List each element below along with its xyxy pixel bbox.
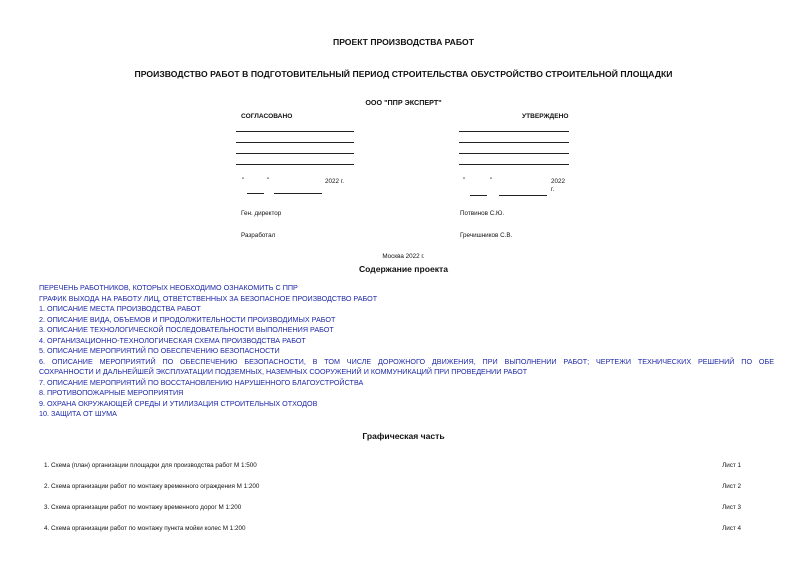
organization-name: ООО "ППР ЭКСПЕРТ" <box>365 98 442 107</box>
agreed-date-month-line <box>274 193 322 194</box>
approved-signature-line-1 <box>459 131 569 132</box>
graphics-row <box>44 525 741 532</box>
contents-item[interactable]: 5. ОПИСАНИЕ МЕРОПРИЯТИЙ ПО ОБЕСПЕЧЕНИЮ БЕЗОПАСНОСТИ <box>39 346 280 355</box>
agreed-signature-line-1 <box>236 131 354 132</box>
approved-date-month-line <box>499 195 547 196</box>
graphics-item-title: 2. Схема организации работ по монтажу временного ограждения М 1:200 <box>44 483 260 490</box>
developer-name: Гречишников С.В. <box>460 232 513 239</box>
graphics-row <box>44 462 741 469</box>
agreed-signature-line-2 <box>236 142 354 143</box>
agreed-date-quote-open: " <box>242 177 245 184</box>
contents-item[interactable]: 4. ОРГАНИЗАЦИОННО-ТЕХНОЛОГИЧЕСКАЯ СХЕМА ПРОИЗВОДСТВА РАБОТ <box>39 335 306 345</box>
graphics-item-title: 1. Схема (план) организации площадки для производства работ М 1:500 <box>44 462 257 469</box>
graphics-item-sheet: Лист 1 <box>722 462 741 469</box>
approved-date-year: 2022 <box>551 178 566 185</box>
developer-label: Разработал <box>241 232 276 239</box>
contents-item[interactable]: 6. ОПИСАНИЕ МЕРОПРИЯТИЙ ПО ОБЕСПЕЧЕНИЮ БЕЗОПАСНОСТИ, В ТОМ ЧИСЛЕ ДОРОЖНОГО ДВИЖЕНИЯ, ПРИ ВЫПОЛНЕНИИ РАБОТ; ЧЕРТЕЖИ ТЕХНИЧЕСКИХ РЕШЕНИЙ ПО ОБЕ <box>39 356 774 366</box>
document-subtitle: ПРОИЗВОДСТВО РАБОТ В ПОДГОТОВИТЕЛЬНЫЙ ПЕРИОД СТРОИТЕЛЬСТВА ОБУСТРОЙСТВО СТРОИТЕЛЬНОЙ ПЛОЩАДКИ <box>134 69 673 79</box>
contents-item[interactable]: 10. ЗАЩИТА ОТ ШУМА <box>39 409 117 418</box>
approved-signature-line-4 <box>459 164 569 165</box>
contents-item[interactable]: ГРАФИК ВЫХОДА НА РАБОТУ ЛИЦ, ОТВЕТСТВЕННЫХ ЗА БЕЗОПАСНОЕ ПРОИЗВОДСТВО РАБОТ <box>39 293 378 303</box>
contents-item-continuation[interactable]: СОХРАННОСТИ И ДАЛЬНЕЙШЕЙ ЭКСПЛУАТАЦИИ ПОДЗЕМНЫХ, НАЗЕМНЫХ СООРУЖЕНИЙ И КОММУНИКАЦИЙ ПРИ ПРОВЕДЕНИИ РАБОТ <box>39 367 528 376</box>
approved-signature-line-3 <box>459 153 569 154</box>
graphics-row <box>44 483 741 490</box>
approved-date-year-suffix: г. <box>551 186 555 193</box>
graphics-item-sheet: Лист 3 <box>722 504 741 511</box>
approved-label: УТВЕРЖДЕНО <box>522 113 569 120</box>
contents-heading: Содержание проекта <box>358 264 449 274</box>
agreed-signature-line-4 <box>236 164 354 165</box>
director-label: Ген. директор <box>241 210 282 217</box>
agreed-signature-line-3 <box>236 153 354 154</box>
graphics-heading: Графическая часть <box>362 431 445 441</box>
contents-item[interactable]: ПЕРЕЧЕНЬ РАБОТНИКОВ, КОТОРЫХ НЕОБХОДИМО ОЗНАКОМИТЬ С ППР <box>39 283 298 292</box>
agreed-label: СОГЛАСОВАНО <box>241 113 293 120</box>
city-year: Москва 2022 г. <box>382 253 425 260</box>
contents-item[interactable]: 1. ОПИСАНИЕ МЕСТА ПРОИЗВОДСТВА РАБОТ <box>39 304 201 313</box>
contents-item[interactable]: 8. ПРОТИВОПОЖАРНЫЕ МЕРОПРИЯТИЯ <box>39 388 184 397</box>
graphics-item-sheet: Лист 2 <box>722 483 741 490</box>
agreed-date-day-line <box>247 193 264 194</box>
agreed-date-year: 2022 г. <box>325 178 345 185</box>
approved-date-day-line <box>470 195 487 196</box>
contents-item[interactable]: 3. ОПИСАНИЕ ТЕХНОЛОГИЧЕСКОЙ ПОСЛЕДОВАТЕЛЬНОСТИ ВЫПОЛНЕНИЯ РАБОТ <box>39 325 334 334</box>
graphics-item-title: 3. Схема организации работ по монтажу временного дорог М 1:200 <box>44 504 242 511</box>
graphics-item-sheet: Лист 4 <box>722 525 741 532</box>
approved-date-quote-open: " <box>463 177 466 184</box>
contents-item[interactable]: 7. ОПИСАНИЕ МЕРОПРИЯТИЙ ПО ВОССТАНОВЛЕНИЮ НАРУШЕННОГО БЛАГОУСТРОЙСТВА <box>39 377 364 387</box>
approved-date-quote-close: " <box>490 177 493 184</box>
director-name: Потвинов С.Ю. <box>460 210 505 217</box>
agreed-date-quote-close: " <box>267 177 270 184</box>
graphics-row <box>44 504 741 511</box>
document-title: ПРОЕКТ ПРОИЗВОДСТВА РАБОТ <box>333 37 474 47</box>
contents-item[interactable]: 2. ОПИСАНИЕ ВИДА, ОБЪЕМОВ И ПРОДОЛЖИТЕЛЬНОСТИ ПРОИЗВОДИМЫХ РАБОТ <box>39 314 336 324</box>
graphics-item-title: 4. Схема организации работ по монтажу пункта мойки колес М 1:200 <box>44 525 246 532</box>
approved-signature-line-2 <box>459 142 569 143</box>
contents-list <box>39 283 774 420</box>
contents-item[interactable]: 9. ОХРАНА ОКРУЖАЮЩЕЙ СРЕДЫ И УТИЛИЗАЦИЯ СТРОИТЕЛЬНЫХ ОТХОДОВ <box>39 398 318 408</box>
